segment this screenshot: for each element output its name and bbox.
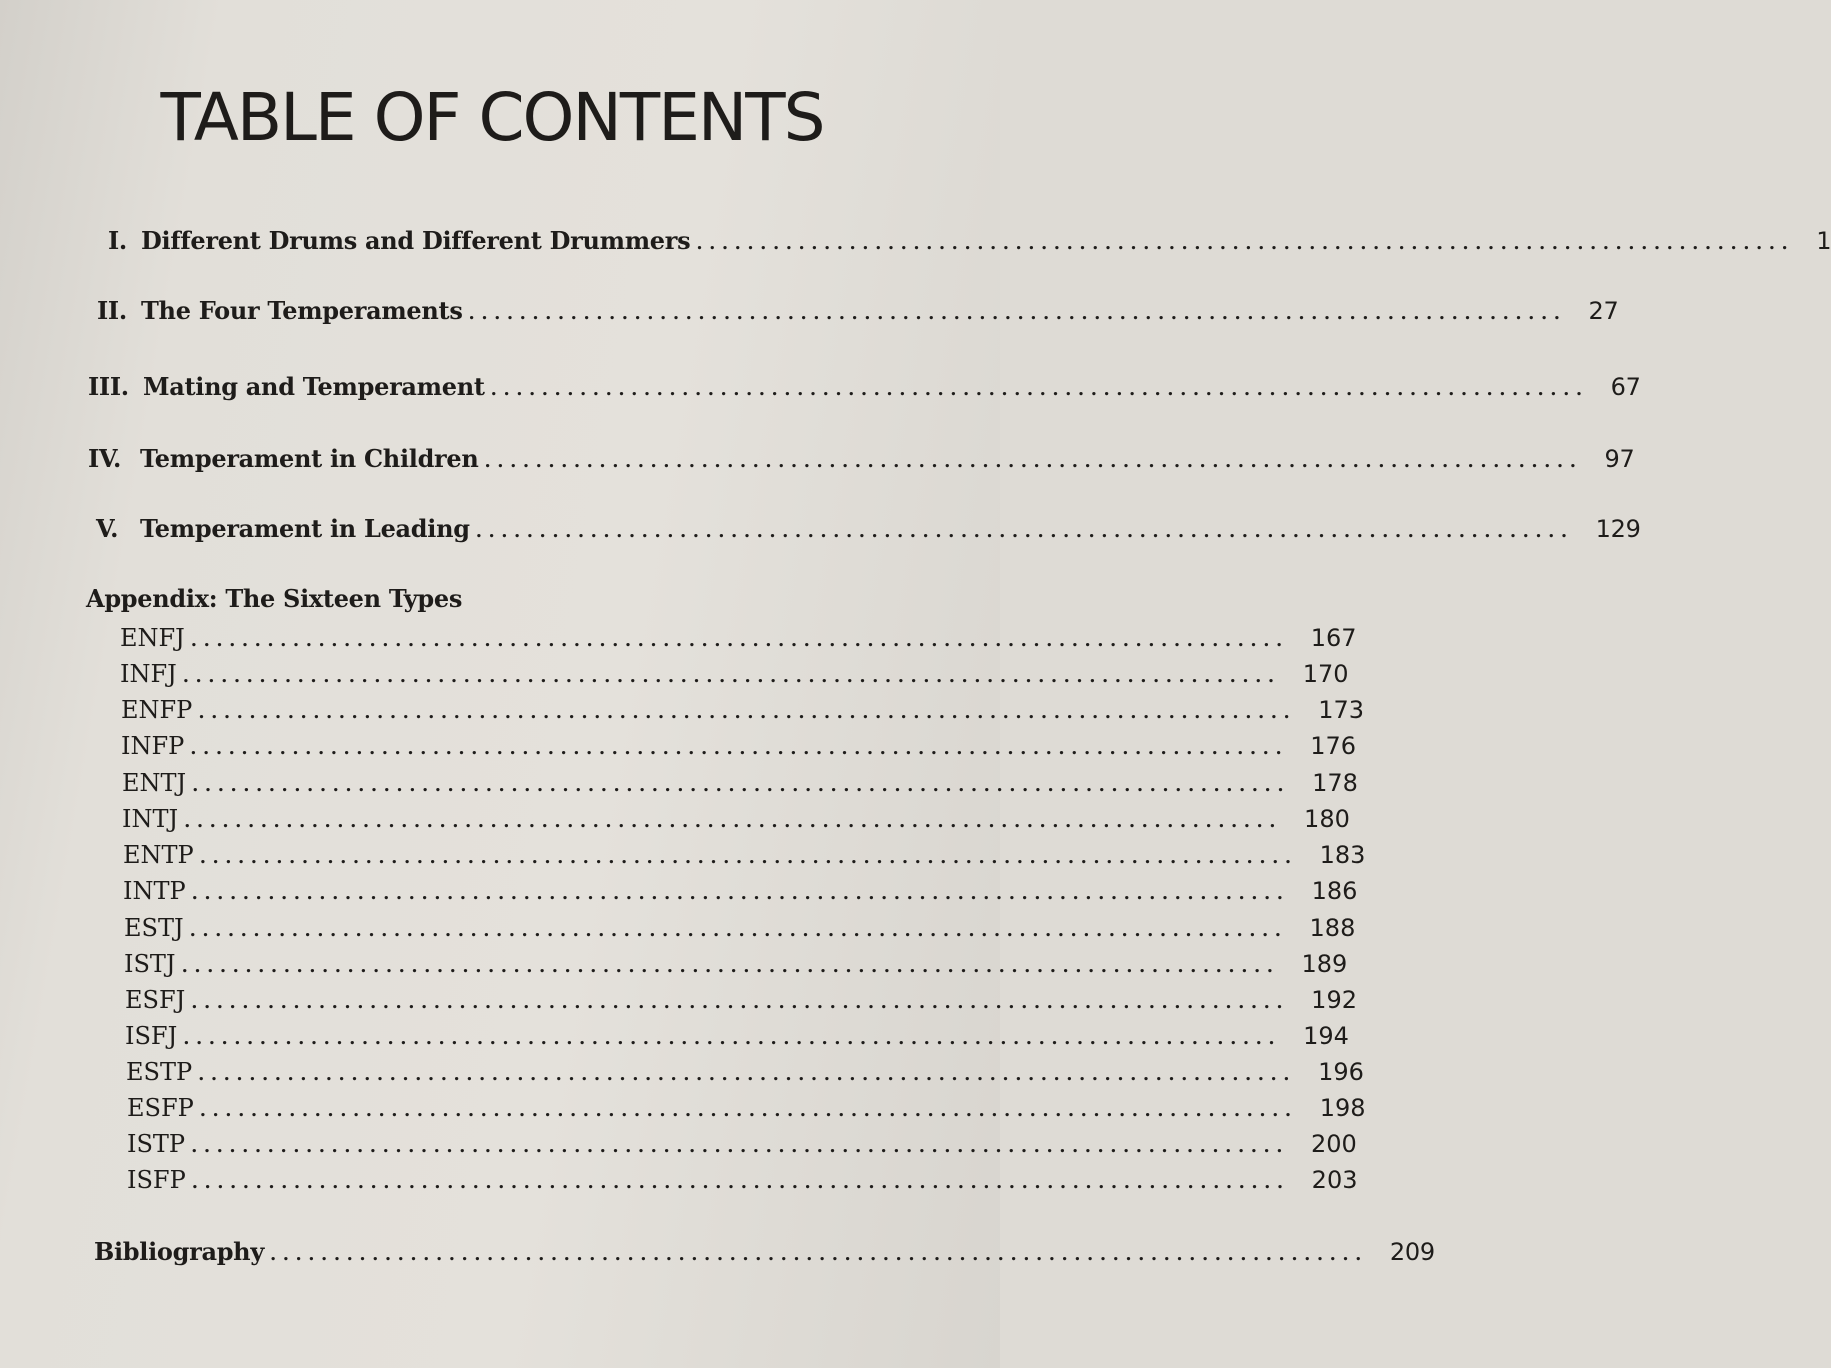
- dot-leader: ......................................................................................: [183, 1028, 1282, 1049]
- toc-chapter-4: [88, 444, 1635, 473]
- dot-leader: ......................................................................................: [269, 1244, 1368, 1265]
- chapter-title: Different Drums and Different Drummers: [141, 226, 691, 255]
- page-number: 27: [1588, 297, 1619, 325]
- dot-leader: ......................................................................................: [468, 303, 1567, 324]
- page-number: 183: [1319, 841, 1366, 869]
- dot-leader: ......................................................................................: [199, 847, 1298, 868]
- type-label: INFP: [121, 732, 185, 760]
- page-number: 178: [1312, 769, 1358, 797]
- page-number: 1: [1816, 227, 1831, 255]
- toc-type-enfp: [121, 696, 1365, 724]
- dot-leader: ......................................................................................: [198, 702, 1297, 723]
- toc-type-isfp: [127, 1166, 1358, 1194]
- toc-type-esfj: [125, 986, 1357, 1014]
- type-label: ENTP: [123, 841, 194, 869]
- page-number: 67: [1610, 373, 1641, 401]
- chapter-title: Temperament in Leading: [140, 514, 470, 543]
- page-number: 192: [1311, 986, 1357, 1014]
- dot-leader: ......................................................................................: [191, 1172, 1290, 1193]
- toc-type-esfp: [127, 1094, 1366, 1122]
- page-number: 203: [1311, 1166, 1358, 1194]
- dot-leader: ......................................................................................: [696, 233, 1795, 254]
- chapter-label: [96, 514, 470, 543]
- page-number: 194: [1303, 1022, 1349, 1050]
- page-number: 189: [1301, 950, 1348, 978]
- type-label: ENFP: [121, 696, 193, 724]
- page-number: 186: [1311, 877, 1358, 905]
- toc-type-intp: [123, 877, 1358, 905]
- page-number: 176: [1310, 732, 1357, 760]
- dot-leader: ......................................................................................: [484, 451, 1583, 472]
- chapter-numeral: III.: [88, 372, 129, 401]
- chapter-numeral: V.: [96, 514, 119, 543]
- dot-leader: ......................................................................................: [190, 738, 1289, 759]
- toc-type-istp: [127, 1130, 1357, 1158]
- page-number: 196: [1318, 1058, 1364, 1086]
- type-label: INFJ: [120, 660, 177, 688]
- toc-type-isfj: [125, 1022, 1349, 1050]
- dot-leader: ......................................................................................: [191, 1136, 1290, 1157]
- appendix-heading: Appendix: The Sixteen Types: [86, 584, 463, 613]
- chapter-numeral: II.: [97, 296, 127, 325]
- page-number: 97: [1604, 445, 1635, 473]
- type-label: INTJ: [122, 805, 179, 833]
- dot-leader: ......................................................................................: [198, 1064, 1297, 1085]
- chapter-title: Temperament in Children: [140, 444, 479, 473]
- page-number: 188: [1309, 914, 1356, 942]
- type-label: ISFJ: [125, 1022, 178, 1050]
- type-label: INTP: [123, 877, 186, 905]
- chapter-label: [97, 296, 463, 325]
- dot-leader: ......................................................................................: [192, 775, 1291, 796]
- toc-bibliography: [94, 1237, 1435, 1266]
- toc-type-entp: [123, 841, 1366, 869]
- page-title: TABLE OF CONTENTS: [160, 79, 824, 156]
- page-number: 170: [1302, 660, 1349, 688]
- dot-leader: ......................................................................................: [490, 379, 1589, 400]
- type-label: ESFJ: [125, 986, 186, 1014]
- type-label: ESTP: [126, 1058, 193, 1086]
- toc-type-enfj: [120, 624, 1357, 652]
- chapter-label: [108, 226, 690, 255]
- type-label: ISTJ: [124, 950, 176, 978]
- dot-leader: ......................................................................................: [191, 883, 1290, 904]
- type-label: ESTJ: [124, 914, 184, 942]
- toc-type-intj: [122, 805, 1350, 833]
- toc-type-infj: [120, 660, 1349, 688]
- chapter-title: Mating and Temperament: [143, 372, 485, 401]
- toc-chapter-1: [108, 226, 1831, 255]
- type-label: ENTJ: [122, 769, 187, 797]
- dot-leader: ......................................................................................: [184, 811, 1283, 832]
- toc-chapter-2: [97, 296, 1619, 325]
- chapter-numeral: I.: [108, 226, 127, 255]
- type-label: ESFP: [127, 1094, 194, 1122]
- page-number: 180: [1304, 805, 1350, 833]
- bibliography-label: Bibliography: [94, 1237, 264, 1266]
- dot-leader: ......................................................................................: [190, 630, 1289, 651]
- toc-chapter-5: [96, 514, 1641, 543]
- type-label: ISTP: [127, 1130, 186, 1158]
- dot-leader: ......................................................................................: [199, 1100, 1298, 1121]
- toc-type-estj: [124, 914, 1356, 942]
- page-number: 129: [1595, 515, 1641, 543]
- type-label: ISFP: [127, 1166, 186, 1194]
- page-number: 198: [1319, 1094, 1366, 1122]
- dot-leader: ......................................................................................: [182, 666, 1281, 687]
- toc-type-infp: [121, 732, 1357, 760]
- page-number: 209: [1389, 1238, 1435, 1266]
- chapter-title: The Four Temperaments: [141, 296, 463, 325]
- dot-leader: ......................................................................................: [189, 920, 1288, 941]
- toc-chapter-3: [88, 372, 1641, 401]
- dot-leader: ......................................................................................: [181, 956, 1280, 977]
- dot-leader: ......................................................................................: [475, 521, 1574, 542]
- toc-type-entj: [122, 769, 1358, 797]
- chapter-numeral: IV.: [88, 444, 122, 473]
- dot-leader: ......................................................................................: [191, 992, 1290, 1013]
- chapter-label: [88, 444, 479, 473]
- page-number: 200: [1311, 1130, 1357, 1158]
- toc-type-istj: [124, 950, 1348, 978]
- chapter-label: [88, 372, 485, 401]
- page-number: 173: [1318, 696, 1365, 724]
- type-label: ENFJ: [120, 624, 185, 652]
- page-number: 167: [1310, 624, 1357, 652]
- toc-type-estp: [126, 1058, 1364, 1086]
